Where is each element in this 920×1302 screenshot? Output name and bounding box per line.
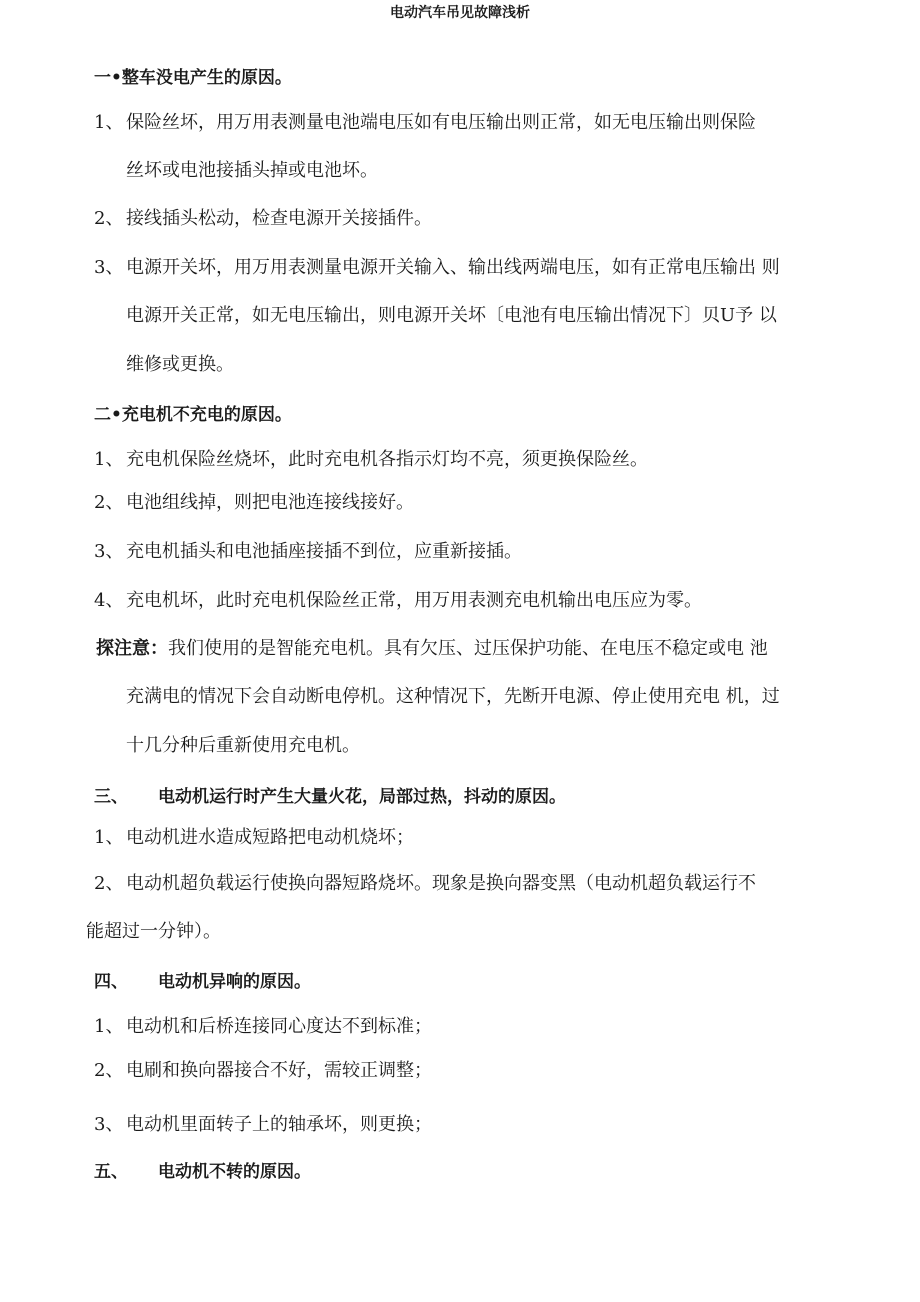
- list-item: [94, 1113, 432, 1137]
- item-number: 3、: [94, 257, 124, 278]
- section-number: 五、: [94, 1162, 128, 1182]
- item-number: 2、: [94, 1060, 124, 1081]
- section-number: 三、: [94, 787, 128, 807]
- item-text: 电动机超负载运行使换向器短路烧坏。现象是换向器变黑（电动机超负载运行不: [126, 873, 756, 894]
- item-number: 3、: [94, 1114, 124, 1135]
- section-number: 四、: [94, 972, 128, 992]
- list-item: [94, 448, 648, 472]
- section-2-heading: 二•充电机不充电的原因。: [94, 405, 292, 425]
- list-item: [94, 1015, 432, 1039]
- item-number: 1、: [94, 827, 124, 848]
- item-text: 保险丝坏，用万用表测量电池端电压如有电压输出则正常，如无电压输出则保险: [126, 112, 756, 133]
- item-continuation: 电源开关正常，如无电压输出，则电源开关坏〔电池有电压输出情况下〕贝U予 以: [126, 305, 777, 326]
- item-text: 电动机里面转子上的轴承坏，则更换；: [126, 1114, 432, 1135]
- section-title: 电动机运行时产生大量火花，局部过热，抖动的原因。: [158, 787, 566, 807]
- section-3-heading: [94, 785, 566, 809]
- item-number: 4、: [94, 590, 124, 611]
- item-number: 1、: [94, 449, 124, 470]
- section-5-heading: [94, 1160, 311, 1184]
- list-item: [94, 589, 702, 613]
- item-number: 1、: [94, 112, 124, 133]
- note-paragraph: [96, 637, 768, 661]
- section-4-heading: [94, 970, 311, 994]
- item-continuation: 丝坏或电池接插头掉或电池坏。: [126, 160, 378, 181]
- list-item: [94, 540, 522, 564]
- item-number: 2、: [94, 492, 124, 513]
- section-title: 电动机不转的原因。: [158, 1162, 311, 1182]
- list-item: [94, 826, 414, 850]
- item-text: 电源开关坏，用万用表测量电源开关输入、输出线两端电压，如有正常电压输出 则: [126, 257, 780, 278]
- section-1-heading: 一•整车没电产生的原因。: [94, 68, 292, 88]
- section-title: 电动机异响的原因。: [158, 972, 311, 992]
- item-text: 充电机坏，此时充电机保险丝正常，用万用表测充电机输出电压应为零。: [126, 590, 702, 611]
- item-continuation: 能超过一分钟）。: [86, 921, 221, 942]
- item-text: 电动机和后桥连接同心度达不到标准；: [126, 1016, 432, 1037]
- note-label: 探注意：: [96, 638, 168, 659]
- list-item: [94, 256, 780, 280]
- item-number: 1、: [94, 1016, 124, 1037]
- note-continuation: 十几分种后重新使用充电机。: [126, 735, 360, 756]
- note-continuation: 充满电的情况下会自动断电停机。这种情况下，先断开电源、停止使用充电 机，过: [126, 686, 780, 707]
- item-text: 电池组线掉，则把电池连接线接好。: [126, 492, 414, 513]
- item-text: 电动机进水造成短路把电动机烧坏；: [126, 827, 414, 848]
- document-title: 电动汽车吊见故障浅析: [390, 5, 530, 21]
- item-continuation: 维修或更换。: [126, 354, 234, 375]
- list-item: [94, 1059, 432, 1083]
- item-number: 3、: [94, 541, 124, 562]
- item-number: 2、: [94, 208, 124, 229]
- item-text: 充电机保险丝烧坏，此时充电机各指示灯均不亮，须更换保险丝。: [126, 449, 648, 470]
- list-item: [94, 872, 756, 896]
- item-text: 充电机插头和电池插座接插不到位，应重新接插。: [126, 541, 522, 562]
- item-number: 2、: [94, 873, 124, 894]
- list-item: [94, 207, 432, 231]
- item-text: 接线插头松动，检查电源开关接插件。: [126, 208, 432, 229]
- note-text: 我们使用的是智能充电机。具有欠压、过压保护功能、在电压不稳定或电 池: [168, 638, 768, 659]
- list-item: [94, 111, 756, 135]
- list-item: [94, 491, 414, 515]
- item-text: 电刷和换向器接合不好，需较正调整；: [126, 1060, 432, 1081]
